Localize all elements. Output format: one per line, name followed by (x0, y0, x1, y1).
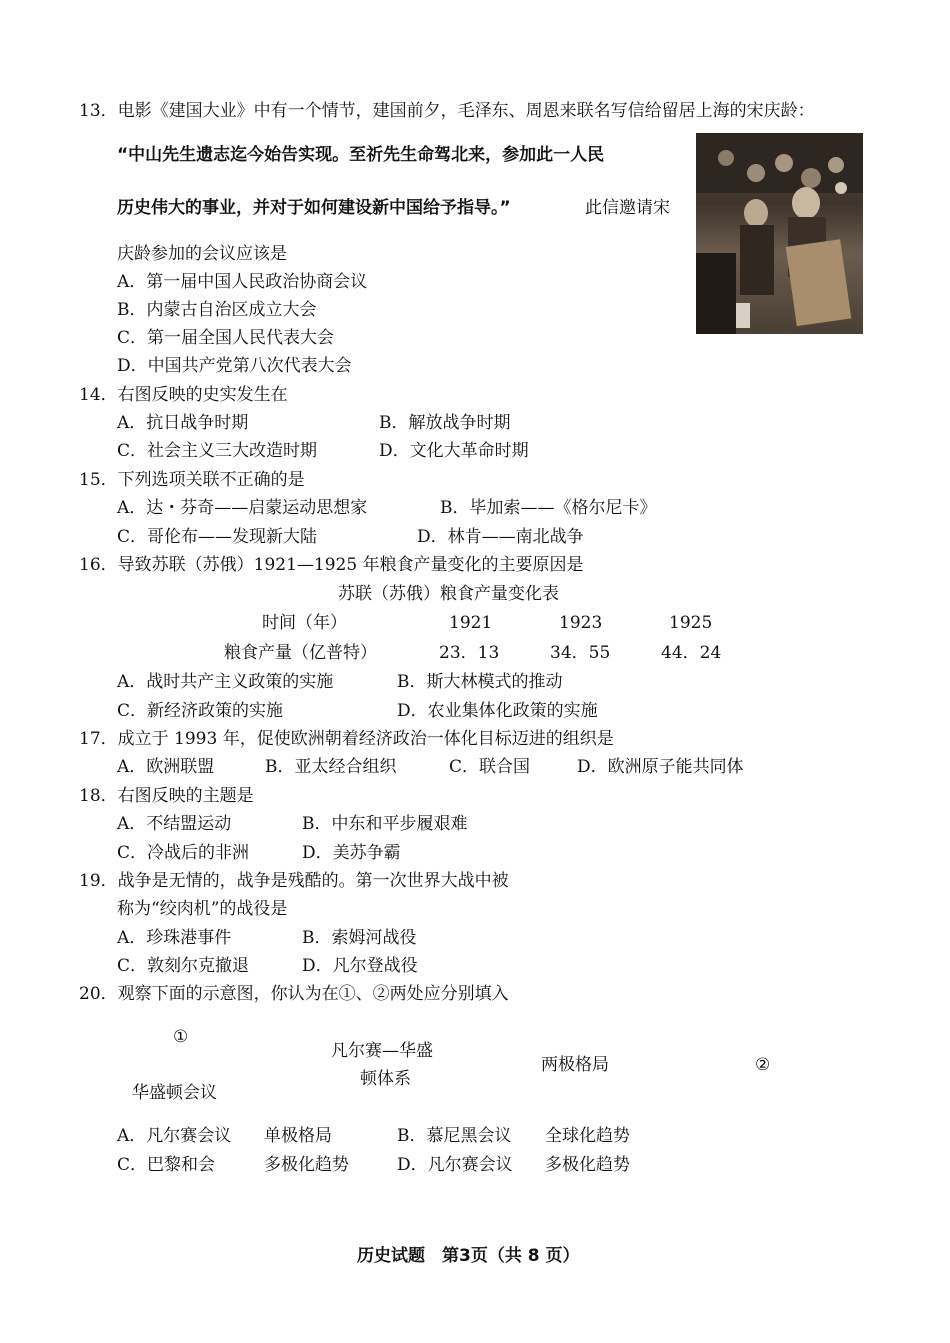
q19-option-a: A．珍珠港事件 (117, 928, 232, 948)
q16-table-value-1921: 23．13 (439, 643, 500, 663)
q16-stem: 16．导致苏联（苏俄）1921—1925 年粮食产量变化的主要原因是 (79, 555, 584, 575)
q18-stem: 18．右图反映的主题是 (79, 786, 254, 806)
q15-option-c: C．哥伦布——发现新大陆 (117, 527, 318, 547)
q16-option-b: B．斯大林模式的推动 (397, 672, 563, 692)
historical-photo (696, 133, 863, 334)
q17-option-c: C．联合国 (449, 757, 531, 777)
q19-option-d: D．凡尔登战役 (302, 956, 418, 976)
q20-diagram-box2-line2: 顿体系 (360, 1069, 411, 1089)
q19-option-c: C．敦刻尔克撤退 (117, 956, 250, 976)
q13-stem: 13．电影《建国大业》中有一个情节，建国前夕，毛泽东、周恩来联名写信给留居上海的宋庆龄： (79, 101, 815, 121)
q16-option-c: C．新经济政策的实施 (117, 701, 284, 721)
q20-option-b-part1: B．慕尼黑会议 (397, 1126, 512, 1146)
q20-stem: 20．观察下面的示意图，你认为在①、②两处应分别填入 (79, 984, 509, 1004)
q16-option-d: D．农业集体化政策的实施 (397, 701, 598, 721)
q17-option-a: A．欧洲联盟 (117, 757, 215, 777)
q13-option-b: B．内蒙古自治区成立大会 (117, 300, 317, 320)
q16-table-row1-label: 时间（年） (262, 613, 347, 633)
q14-stem: 14．右图反映的史实发生在 (79, 385, 288, 405)
q14-option-a: A．抗日战争时期 (117, 413, 249, 433)
q20-diagram-box3: 两极格局 (541, 1055, 609, 1075)
q13-quote-line2: 历史伟大的事业，并对于如何建设新中国给予指导。” (117, 198, 511, 218)
q15-option-b: B．毕加索——《格尔尼卡》 (440, 498, 657, 518)
q13-option-c: C．第一届全国人民代表大会 (117, 328, 335, 348)
q20-diagram-box2-line1: 凡尔赛—华盛 (331, 1041, 433, 1061)
q17-option-d: D．欧洲原子能共同体 (577, 757, 744, 777)
q13-quote-tail: 此信邀请宋 (585, 198, 670, 218)
q20-diagram-box1: 华盛顿会议 (132, 1083, 217, 1103)
q16-option-a: A．战时共产主义政策的实施 (117, 672, 334, 692)
q19-stem-line2: 称为“绞肉机”的战役是 (117, 899, 288, 919)
q13-quote-line1: “中山先生遗志迄今始告实现。至祈先生命驾北来，参加此一人民 (117, 145, 605, 165)
q19-option-b: B．索姆河战役 (302, 928, 417, 948)
q16-table-year-1921: 1921 (449, 613, 493, 633)
q18-option-d: D．美苏争霸 (302, 843, 401, 863)
q18-option-b: B．中东和平步履艰难 (302, 814, 468, 834)
q14-option-b: B．解放战争时期 (379, 413, 511, 433)
q18-option-a: A．不结盟运动 (117, 814, 232, 834)
q20-option-a-part1: A．凡尔赛会议 (117, 1126, 232, 1146)
q16-table-year-1925: 1925 (669, 613, 713, 633)
q15-option-a: A．达・芬奇——启蒙运动思想家 (117, 498, 368, 518)
q20-diagram-mark-2: ② (755, 1055, 771, 1075)
q20-option-b-part2: 全球化趋势 (545, 1126, 630, 1146)
q13-stem-end: 庆龄参加的会议应该是 (117, 244, 287, 264)
q17-stem: 17．成立于 1993 年，促使欧洲朝着经济政治一体化目标迈进的组织是 (79, 729, 614, 749)
q13-option-a: A．第一届中国人民政治协商会议 (117, 272, 368, 292)
q15-option-d: D．林肯——南北战争 (417, 527, 584, 547)
q20-option-d-part1: D．凡尔赛会议 (397, 1155, 513, 1175)
q16-table-value-1923: 34．55 (550, 643, 611, 663)
q19-stem-line1: 19．战争是无情的，战争是残酷的。第一次世界大战中被 (79, 871, 509, 891)
q14-option-c: C．社会主义三大改造时期 (117, 441, 318, 461)
q20-option-c-part1: C．巴黎和会 (117, 1155, 216, 1175)
q16-table-title: 苏联（苏俄）粮食产量变化表 (338, 584, 559, 604)
q16-table-year-1923: 1923 (559, 613, 603, 633)
q20-diagram-mark-1: ① (173, 1027, 189, 1047)
q18-option-c: C．冷战后的非洲 (117, 843, 250, 863)
q20-option-a-part2: 单极格局 (264, 1126, 332, 1146)
q16-table-row2-label: 粮食产量（亿普特） (224, 643, 377, 663)
q20-option-c-part2: 多极化趋势 (264, 1155, 349, 1175)
page-footer: 历史试题 第3页（共 8 页） (357, 1246, 580, 1266)
q13-option-d: D．中国共产党第八次代表大会 (117, 356, 352, 376)
q16-table-value-1925: 44．24 (661, 643, 722, 663)
q15-stem: 15．下列选项关联不正确的是 (79, 470, 305, 490)
q17-option-b: B．亚太经合组织 (265, 757, 397, 777)
q14-option-d: D．文化大革命时期 (379, 441, 529, 461)
q20-option-d-part2: 多极化趋势 (545, 1155, 630, 1175)
